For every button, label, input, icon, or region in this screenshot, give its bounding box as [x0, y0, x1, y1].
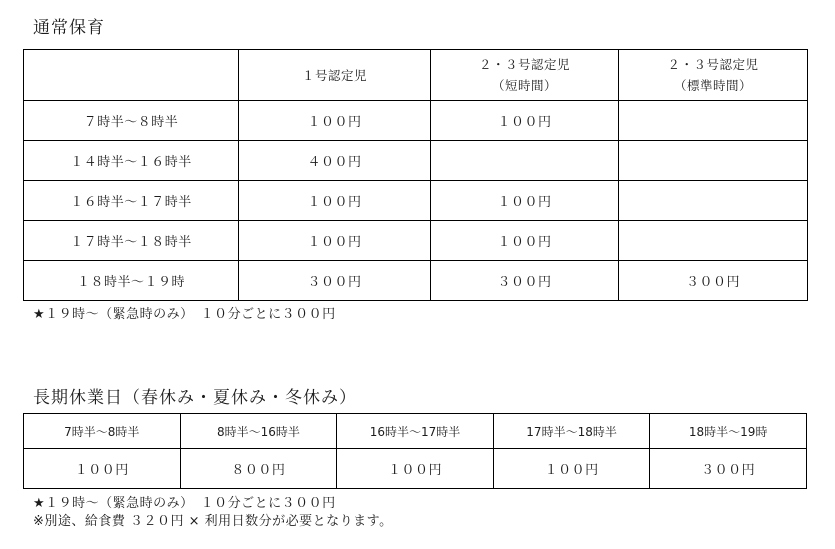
- header-no23-short-line2: （短時間）: [491, 78, 557, 93]
- fee-cell-no23-standard: ３００円: [619, 261, 808, 301]
- fee-cell-no1: ３００円: [239, 261, 431, 301]
- header-no23-standard-line1: ２・３号認定児: [667, 57, 759, 72]
- regular-care-emergency-note: ★１９時～（緊急時のみ） １０分ごとに３００円: [33, 307, 336, 322]
- holiday-care-header-row: [24, 414, 807, 449]
- time-slot-header-cell: 7時半～8時半: [24, 414, 181, 449]
- table-row: [24, 101, 808, 141]
- holiday-care-title: 長期休業日（春休み・夏休み・冬休み）: [33, 388, 357, 408]
- fee-cell-no23-standard: [619, 101, 808, 141]
- fee-cell-no23-short: １００円: [431, 221, 619, 261]
- fee-cell: ３００円: [650, 449, 807, 489]
- holiday-care-lunch-fee-note: ※別途、給食費 ３２０円 × 利用日数分が必要となります。: [33, 514, 393, 529]
- time-slot-cell: １８時半～１９時: [24, 261, 239, 301]
- time-slot-header-cell: 18時半～19時: [650, 414, 807, 449]
- fee-cell-no23-standard: [619, 221, 808, 261]
- fee-cell-no23-short: [431, 141, 619, 181]
- time-slot-cell: ７時半～８時半: [24, 101, 239, 141]
- time-slot-header-cell: 17時半～18時半: [493, 414, 650, 449]
- holiday-care-fee-row: [24, 449, 807, 489]
- header-cell-no23-standard: [619, 50, 808, 101]
- table-row: [24, 141, 808, 181]
- table-row: [24, 261, 808, 301]
- table-row: [24, 181, 808, 221]
- regular-care-header-row: [24, 50, 808, 101]
- fee-cell-no1: １００円: [239, 181, 431, 221]
- regular-care-title: 通常保育: [33, 18, 105, 38]
- header-cell-time-blank: [24, 50, 239, 101]
- fee-cell-no23-short: １００円: [431, 181, 619, 221]
- fee-cell: １００円: [337, 449, 494, 489]
- time-slot-cell: １６時半～１７時半: [24, 181, 239, 221]
- fee-cell-no1: １００円: [239, 221, 431, 261]
- fee-cell-no1: ４００円: [239, 141, 431, 181]
- fee-cell-no23-standard: [619, 181, 808, 221]
- time-slot-header-cell: 16時半～17時半: [337, 414, 494, 449]
- time-slot-cell: １４時半～１６時半: [24, 141, 239, 181]
- table-row: [24, 221, 808, 261]
- fee-cell-no1: １００円: [239, 101, 431, 141]
- time-slot-cell: １７時半～１８時半: [24, 221, 239, 261]
- time-slot-header-cell: 8時半～16時半: [180, 414, 337, 449]
- fee-cell: １００円: [493, 449, 650, 489]
- fee-cell-no23-short: ３００円: [431, 261, 619, 301]
- regular-care-table: [23, 49, 808, 301]
- header-no23-standard-line2: （標準時間）: [673, 78, 752, 93]
- header-no1-label: １号認定児: [301, 67, 367, 83]
- header-no23-short-line1: ２・３号認定児: [478, 57, 570, 72]
- fee-cell-no23-standard: [619, 141, 808, 181]
- fee-cell-no23-short: １００円: [431, 101, 619, 141]
- fee-cell: １００円: [24, 449, 181, 489]
- header-cell-no23-short: [431, 50, 619, 101]
- fee-cell: ８００円: [180, 449, 337, 489]
- holiday-care-table: [23, 413, 807, 489]
- holiday-care-emergency-note: ★１９時～（緊急時のみ） １０分ごとに３００円: [33, 496, 336, 511]
- header-cell-no1: [239, 50, 431, 101]
